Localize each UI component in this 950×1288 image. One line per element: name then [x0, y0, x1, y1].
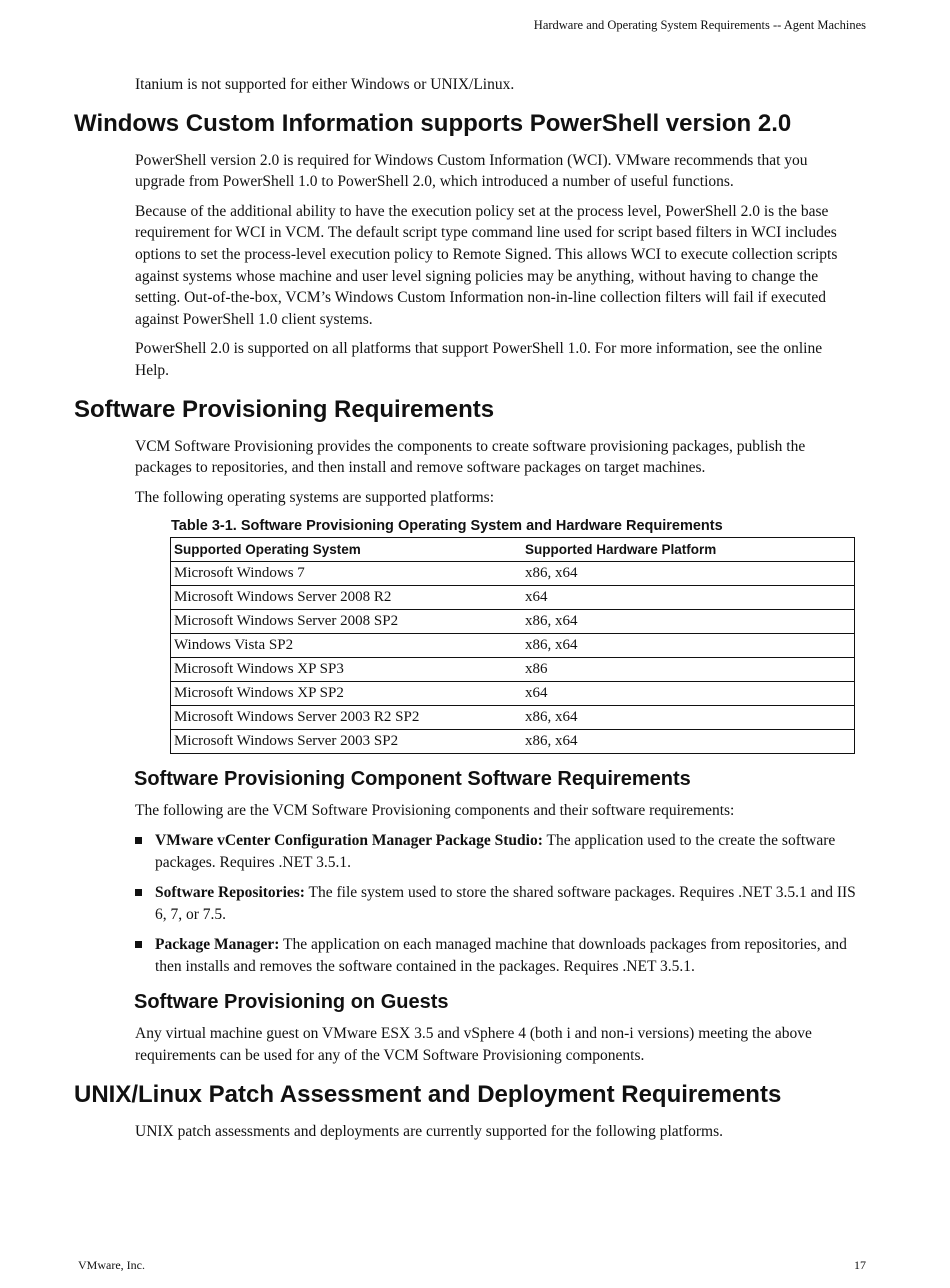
swprov-heading: Software Provisioning Requirements — [74, 395, 495, 423]
components-intro: The following are the VCM Software Provisioning components and their software requirements: — [135, 802, 735, 820]
wci-paragraph-1: PowerShell version 2.0 is required for Windows Custom Information (WCI). VMware recommends that you upgrade from PowerShell 1.0 to PowerShell 2.0, which introduced a number of useful functions. — [135, 151, 808, 191]
bullet-square-icon — [135, 889, 142, 896]
table-cell-os: Windows Vista SP2 — [171, 634, 523, 658]
table-cell-hardware: x86, x64 — [522, 610, 855, 634]
table-row — [171, 610, 855, 634]
page-content — [0, 74, 950, 1150]
components-heading: Software Provisioning Component Software Requirements — [134, 768, 691, 791]
table-row — [171, 586, 855, 610]
guests-heading: Software Provisioning on Guests — [134, 991, 449, 1014]
table-cell-os: Microsoft Windows XP SP2 — [171, 682, 523, 706]
intro-line: Itanium is not supported for either Windows or UNIX/Linux. — [135, 76, 515, 93]
table-row — [171, 706, 855, 730]
footer-company: VMware, Inc. — [78, 1258, 145, 1272]
component-term: Package Manager: — [155, 936, 280, 954]
component-term: VMware vCenter Configuration Manager Package Studio: — [155, 831, 543, 849]
table-cell-hardware: x86 — [522, 658, 855, 682]
table-cell-hardware: x86, x64 — [522, 562, 855, 586]
list-item — [155, 830, 860, 873]
table-cell-hardware: x64 — [522, 682, 855, 706]
table-cell-os: Microsoft Windows Server 2008 R2 — [171, 586, 523, 610]
table-row — [171, 562, 855, 586]
column-header-os: Supported Operating System — [171, 538, 523, 562]
component-description: The application used to the create the software packages. Requires .NET 3.5.1. — [155, 831, 836, 871]
bullet-square-icon — [135, 941, 142, 948]
requirements-table — [170, 537, 855, 754]
table-header-row — [171, 538, 855, 562]
wci-paragraph-2: Because of the additional ability to have the execution policy set at the process level, PowerShell 2.0 is the base requirement for WCI in VCM. The default script type command line used for script based filters in WCI includes options to set the process-level execution policy to Remote Signed. This allows WCI to execute collection scripts against systems whose machine and user level signing policies may be anything, without having to change the setting. Out-of-the-box, VCM’s Windows Custom Information non-in-line collection filters will fail if executed against PowerShell 1.0 client systems. — [135, 202, 838, 328]
component-term: Software Repositories: — [155, 884, 305, 902]
table-cell-os: Microsoft Windows Server 2008 SP2 — [171, 610, 523, 634]
table-cell-hardware: x86, x64 — [522, 634, 855, 658]
table-caption: Table 3-1. Software Provisioning Operating System and Hardware Requirements — [171, 518, 723, 535]
swprov-paragraph-2: The following operating systems are supported platforms: — [135, 488, 495, 506]
unix-paragraph: UNIX patch assessments and deployments are currently supported for the following platforms. — [135, 1122, 723, 1140]
table-cell-hardware: x86, x64 — [522, 706, 855, 730]
component-description: The file system used to store the shared software packages. Requires .NET 3.5.1 and IIS 6, 7, or 7.5. — [155, 884, 856, 923]
component-description: The application on each managed machine that downloads packages from repositories, and then installs and removes the software contained in the packages. Requires .NET 3.5.1. — [155, 936, 847, 975]
table-row — [171, 730, 855, 754]
table-cell-os: Microsoft Windows Server 2003 R2 SP2 — [171, 706, 523, 730]
page-number: 17 — [854, 1258, 866, 1272]
column-header-hardware: Supported Hardware Platform — [522, 538, 855, 562]
table-row — [171, 682, 855, 706]
wci-paragraph-3: PowerShell 2.0 is supported on all platforms that support PowerShell 1.0. For more information, see the online Help. — [135, 340, 823, 379]
table-cell-os: Microsoft Windows XP SP3 — [171, 658, 523, 682]
table-cell-hardware: x64 — [522, 586, 855, 610]
swprov-paragraph-1: VCM Software Provisioning provides the components to create software provisioning packages, publish the packages to repositories, and then install and remove software packages on target machines. — [135, 437, 806, 477]
list-item — [155, 882, 860, 925]
table-cell-os: Microsoft Windows 7 — [171, 562, 523, 586]
guests-paragraph: Any virtual machine guest on VMware ESX 3.5 and vSphere 4 (both i and non-i versions) meeting the above requirements can be used for any of the VCM Software Provisioning components. — [135, 1025, 812, 1065]
table-row — [171, 634, 855, 658]
table-cell-hardware: x86, x64 — [522, 730, 855, 754]
components-list — [0, 830, 950, 978]
list-item — [155, 934, 860, 977]
wci-heading: Windows Custom Information supports PowerShell version 2.0 — [74, 109, 792, 137]
unix-heading: UNIX/Linux Patch Assessment and Deployment Requirements — [74, 1080, 782, 1108]
table-cell-os: Microsoft Windows Server 2003 SP2 — [171, 730, 523, 754]
table-row — [171, 658, 855, 682]
bullet-square-icon — [135, 837, 142, 844]
running-header: Hardware and Operating System Requirements -- Agent Machines — [533, 18, 866, 32]
